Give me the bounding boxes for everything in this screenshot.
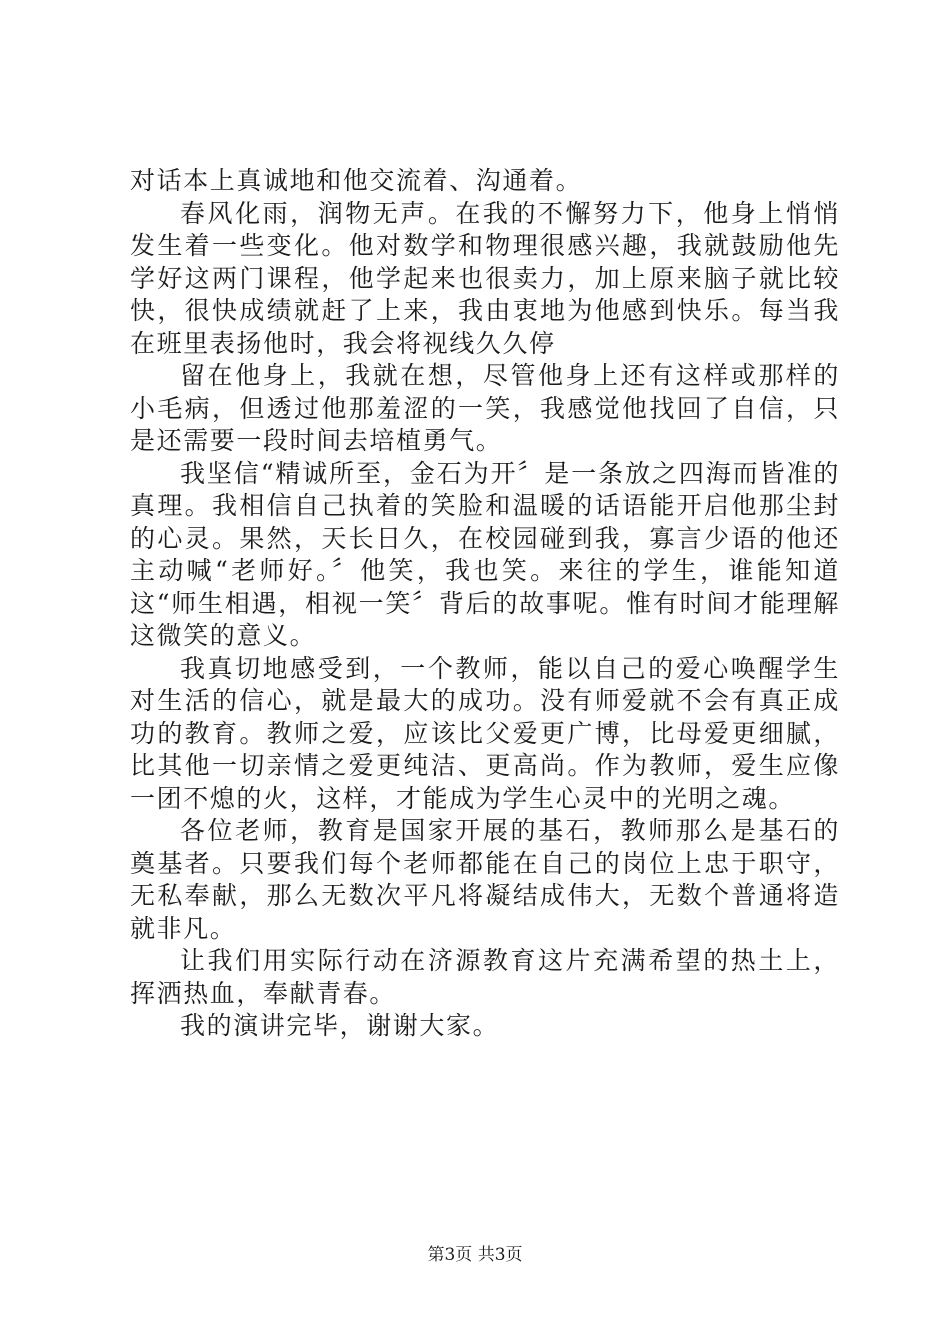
document-body [130,165,840,1043]
paragraph-gaze: 留在他身上，我就在想，尽管他身上还有这样或那样的小毛病，但透过他那羞涩的一笑，我感觉他找回了自信，只是还需要一段时间去培植勇气。 [130,361,840,455]
paragraph-cornerstone: 各位老师，教育是国家开展的基石，教师那么是基石的奠基者。只要我们每个老师都能在自己的岗位上忠于职守，无私奉献，那么无数次平凡将凝结成伟大，无数个普通将造就非凡。 [130,816,840,943]
page-number-footer: 第3页 共3页 [427,1245,523,1265]
paragraph-sincerity: 我坚信“精诚所至，金石为开〞是一条放之四海而皆准的真理。我相信自己执着的笑脸和温暖的话语能开启他那尘封的心灵。果然，天长日久，在校园碰到我，寡言少语的他还主动喊“老师好。〞他笑，我也笑。来往的学生，谁能知道这“师生相遇，相视一笑〞背后的故事呢。惟有时间才能理解这微笑的意义。 [130,458,840,650]
paragraph-spring-rain: 春风化雨，润物无声。在我的不懈努力下，他身上悄悄发生着一些变化。他对数学和物理很感兴趣，我就鼓励他先学好这两门课程，他学起来也很卖力，加上原来脑子就比较快，很快成绩就赶了上来，我由衷地为他感到快乐。每当我在班里表扬他时，我会将视线久久停 [130,198,840,358]
paragraph-continuation: 对话本上真诚地和他交流着、沟通着。 [130,166,583,195]
paragraph-teacher-love: 我真切地感受到，一个教师，能以自己的爱心唤醒学生对生活的信心，就是最大的成功。没有师爱就不会有真正成功的教育。教师之爱，应该比父爱更广博，比母爱更细腻，比其他一切亲情之爱更纯洁、更高尚。作为教师，爱生应像一团不熄的火，这样，才能成为学生心灵中的光明之魂。 [130,653,840,813]
paragraph-closing: 我的演讲完毕，谢谢大家。 [180,1011,500,1040]
paragraph-action: 让我们用实际行动在济源教育这片充满希望的热土上，挥洒热血，奉献青春。 [130,946,840,1008]
